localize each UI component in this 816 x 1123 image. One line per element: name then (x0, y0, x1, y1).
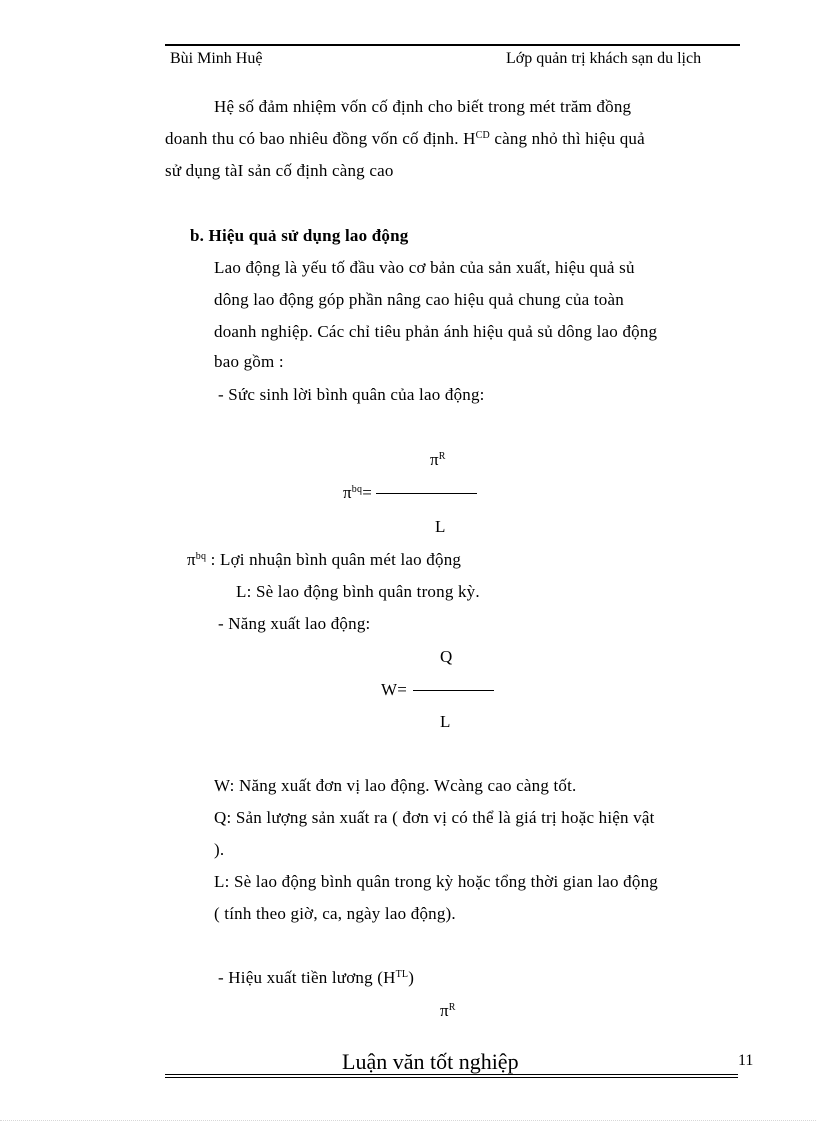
section-b-intro-line3: doanh nghiệp. Các chỉ tiêu phản ánh hiệu quả sủ dông lao động (214, 322, 658, 341)
pi-symbol: π (430, 450, 439, 469)
formula3-numerator (440, 1001, 456, 1021)
def-w: W: Năng xuất đơn vị lao động. Wcàng cao càng tốt. (214, 776, 577, 795)
formula2-numerator: Q (440, 647, 453, 666)
section-b-intro-line2: dông lao động góp phần nâng cao hiệu quả chung của toàn (214, 290, 624, 309)
section-b-intro-line1: Lao động là yếu tố đầu vào cơ bản của sản xuất, hiệu quả sủ (214, 258, 635, 277)
header-top-rule (165, 44, 740, 46)
header-author: Bùi Minh Huệ (170, 50, 263, 67)
def-pi-text: : Lợi nhuận bình quân mét lao động (206, 550, 462, 569)
header-class-name: Lớp quản trị khách sạn du lịch (506, 50, 702, 67)
formula1-lhs (343, 483, 372, 503)
item-wage-efficiency (218, 968, 414, 988)
formula2-lhs: W= (381, 680, 408, 699)
para1-line2-b: càng nhỏ thì hiệu quả (489, 129, 645, 148)
footer-title: Luận văn tốt nghiệp (342, 1049, 519, 1074)
para1-line1: Hệ số đảm nhiệm vốn cố định cho biết trong mét trăm đồng (214, 97, 632, 116)
footer-rule-bottom (165, 1077, 738, 1078)
def-q-line1: Q: Sản lượng sản xuất ra ( đơn vị có thể là giá trị hoặc hiện vật (214, 808, 655, 827)
item3-sup: TL (395, 969, 409, 980)
page-number: 11 (738, 1052, 754, 1069)
formula1-equals: = (362, 483, 372, 502)
def-l2-line1: L: Sè lao động bình quân trong kỳ hoặc tổng thời gian lao động (214, 872, 658, 891)
formula2-denominator: L (440, 712, 451, 731)
formula1-numerator (430, 450, 446, 470)
para1-line3: sử dụng tàI sản cố định càng cao (165, 161, 394, 180)
page-bottom-dotted-edge (0, 1120, 816, 1121)
def-pi-sup: bq (195, 551, 207, 562)
formula1-num-sup: R (438, 451, 446, 462)
section-b-intro-line4: bao gồm : (214, 352, 284, 371)
def-l2-line2: ( tính theo giờ, ca, ngày lao động). (214, 904, 456, 923)
pi-symbol: π (343, 483, 352, 502)
pi-symbol: π (187, 550, 196, 569)
para1-line2-a: doanh thu có bao nhiêu đồng vốn cố định. H (165, 129, 476, 148)
def-pi-bq (187, 550, 461, 570)
formula1-lhs-sup: bq (351, 484, 363, 495)
pi-symbol: π (440, 1001, 449, 1020)
item3-close: ) (408, 968, 415, 987)
formula3-num-sup: R (448, 1002, 456, 1013)
hcd-superscript: CD (475, 130, 490, 141)
formula1-fraction-line (376, 493, 477, 494)
item-profit-per-worker: - Sức sinh lời bình quân của lao động: (218, 385, 485, 404)
para1-line2 (165, 129, 645, 149)
item3-text: - Hiệu xuất tiền lương (H (218, 968, 396, 987)
section-b-heading: b. Hiệu quả sử dụng lao động (190, 226, 409, 245)
footer-rule-top (165, 1074, 738, 1075)
item-labor-productivity: - Năng xuất lao động: (218, 614, 371, 633)
formula1-denominator: L (435, 517, 446, 536)
def-l: L: Sè lao động bình quân trong kỳ. (236, 582, 480, 601)
def-q-line2: ). (214, 840, 225, 859)
formula2-fraction-line (413, 690, 494, 691)
